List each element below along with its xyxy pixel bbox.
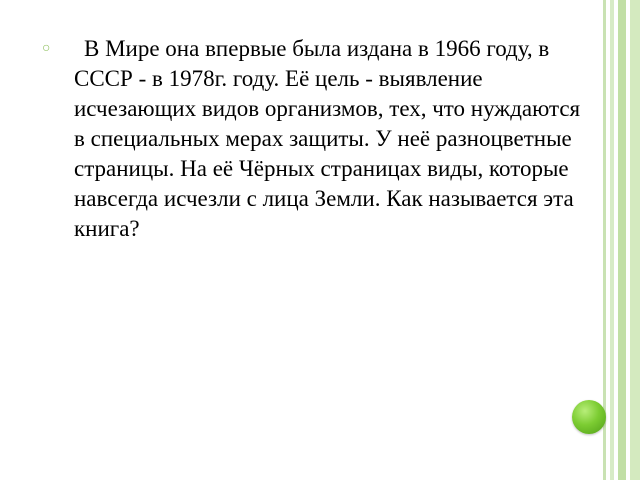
bullet-text[interactable]: В Мире она впервые была издана в 1966 году, в СССР - в 1978г. году. Её цель - выявление исчезающих видов организмов, тех, что нуждаются в специальных мерах защиты. У неё разноцветные страницы. На её Чёрных страницах виды, которые навсегда исчезли с лица Земли. Как называется эта книга? [74,36,581,241]
decorative-stripe [630,0,640,480]
bullet-item [42,34,587,244]
bullet-marker-icon: ○ [42,41,51,56]
decorative-stripe [618,0,626,480]
green-circle-icon[interactable] [572,400,606,434]
slide-body [42,34,587,244]
decorative-stripe [610,0,614,480]
